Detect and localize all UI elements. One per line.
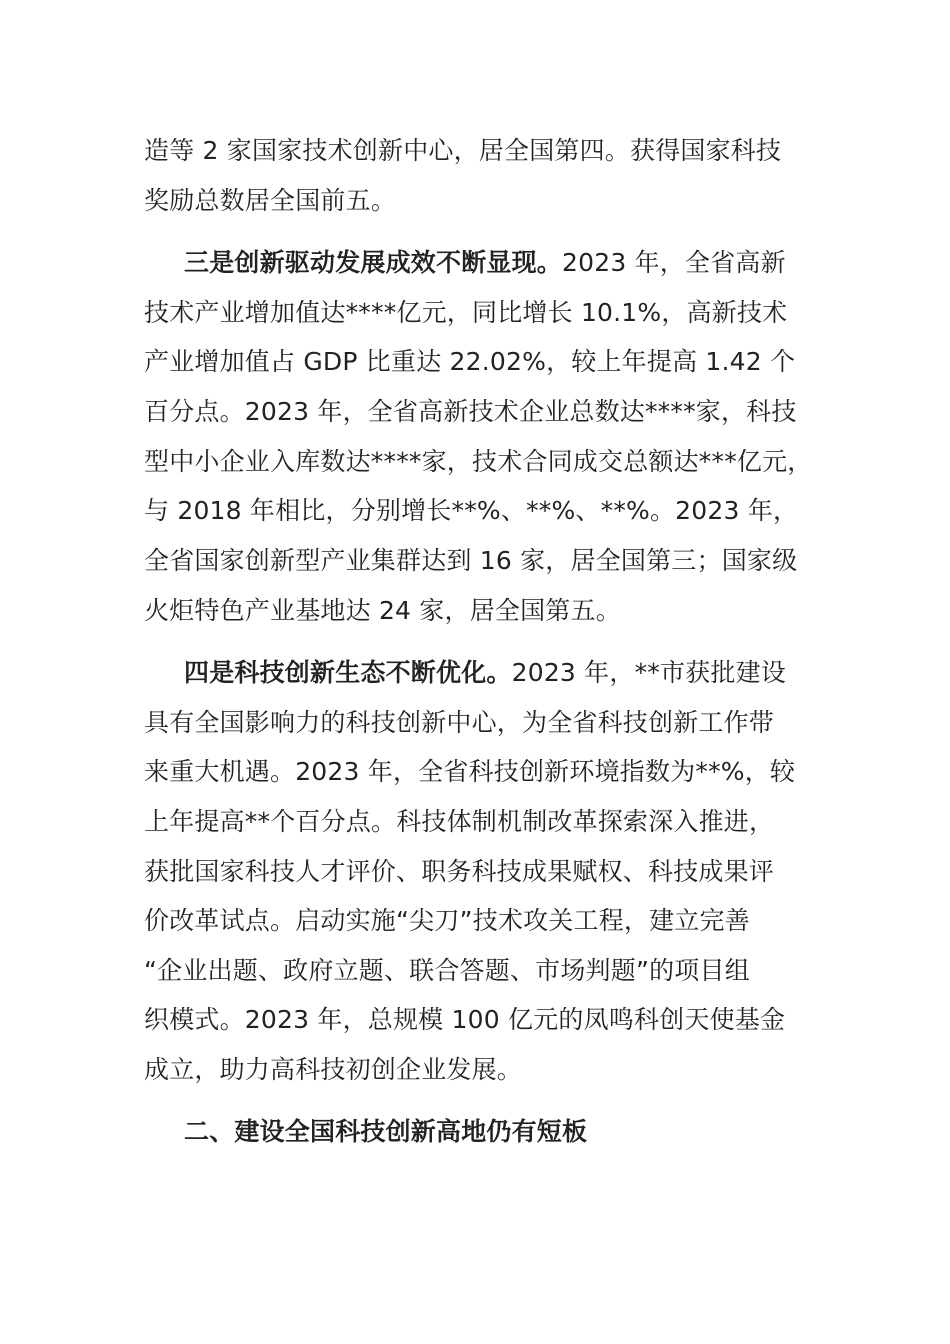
paragraph-lead-heading: 三是创新驱动发展成效不断显现。 (184, 248, 563, 277)
paragraph-line: 奖励总数居全国前五。 (144, 186, 397, 215)
paragraph-text: 2023 年，全省高新 (562, 248, 786, 277)
section-heading: 二、建设全国科技创新高地仍有短板 (184, 1117, 588, 1146)
paragraph-line: “企业出题、政府立题、联合答题、市场判题”的项目组 (144, 956, 750, 985)
paragraph-line (184, 246, 786, 280)
paragraph-line: 价改革试点。启动实施“尖刀”技术攻关工程，建立完善 (144, 906, 750, 935)
paragraph-line: 百分点。2023 年，全省高新技术企业总数达****家，科技 (144, 397, 797, 426)
paragraph-line (184, 656, 786, 690)
paragraph-line: 火炬特色产业基地达 24 家，居全国第五。 (144, 596, 621, 625)
paragraph-line: 全省国家创新型产业集群达到 16 家，居全国第三；国家级 (144, 546, 798, 575)
paragraph-line: 上年提高**个百分点。科技体制机制改革探索深入推进， (144, 807, 775, 836)
paragraph-line: 技术产业增加值达****亿元，同比增长 10.1%，高新技术 (144, 298, 788, 327)
paragraph-line: 产业增加值占 GDP 比重达 22.02%，较上年提高 1.42 个 (144, 347, 796, 376)
paragraph-line: 型中小企业入库数达****家，技术合同成交总额达***亿元， (144, 447, 813, 476)
paragraph-line: 造等 2 家国家技术创新中心，居全国第四。获得国家科技 (144, 136, 782, 165)
paragraph-line: 来重大机遇。2023 年，全省科技创新环境指数为**%，较 (144, 757, 796, 786)
paragraph-line: 织模式。2023 年，总规模 100 亿元的凤鸣科创天使基金 (144, 1005, 786, 1034)
paragraph-lead-heading: 四是科技创新生态不断优化。 (184, 658, 512, 687)
paragraph-line: 获批国家科技人才评价、职务科技成果赋权、科技成果评 (144, 857, 775, 886)
paragraph-text: 2023 年，**市获批建设 (511, 658, 786, 687)
paragraph-line: 具有全国影响力的科技创新中心，为全省科技创新工作带 (144, 708, 775, 737)
paragraph-line: 成立，助力高科技初创企业发展。 (144, 1055, 523, 1084)
paragraph-line: 与 2018 年相比，分别增长**%、**%、**%。2023 年， (144, 496, 799, 525)
